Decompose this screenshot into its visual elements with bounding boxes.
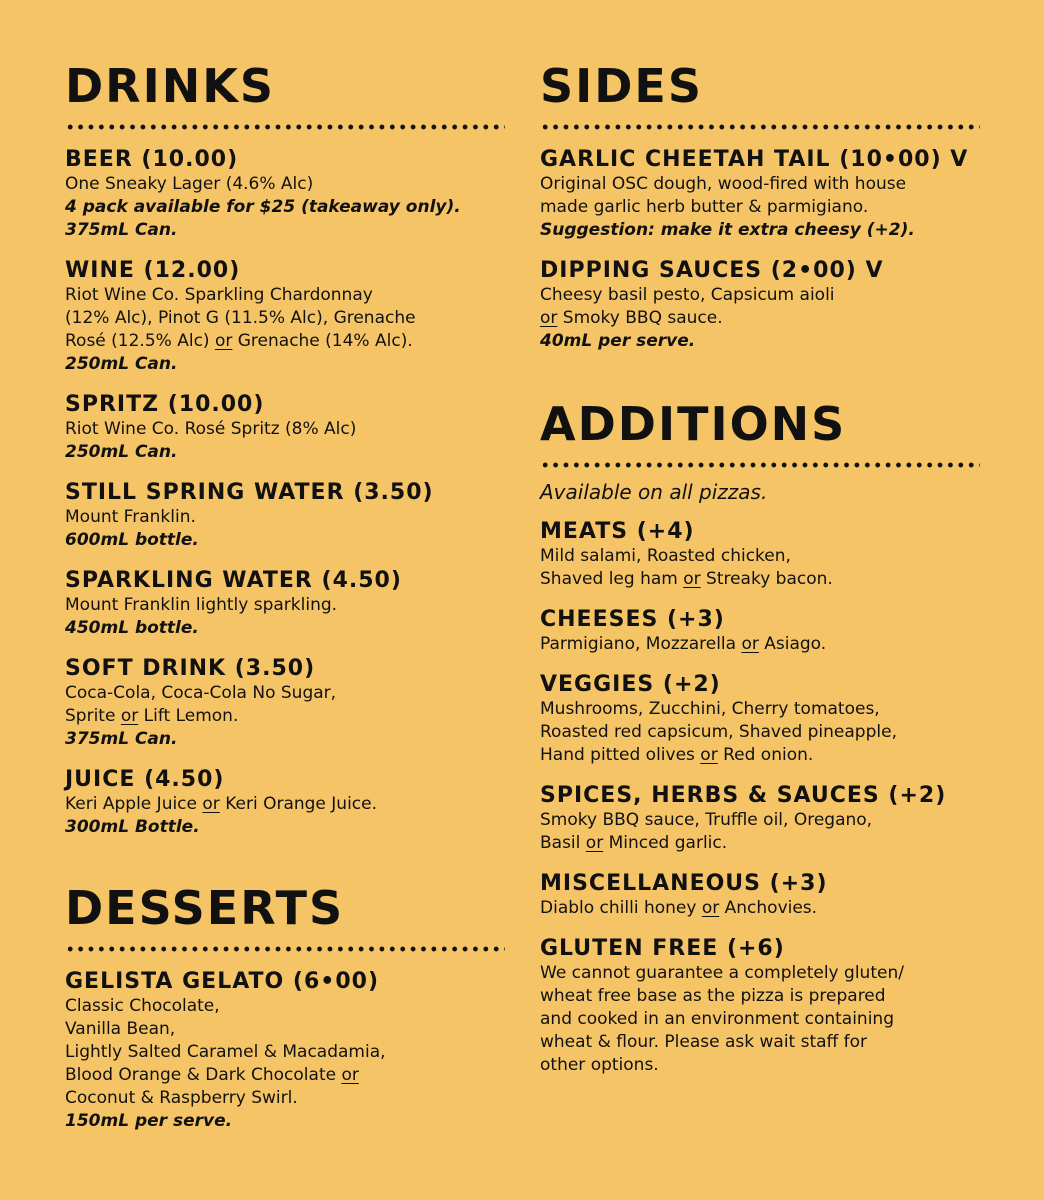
item-title: SPARKLING WATER (4.50) xyxy=(65,568,402,593)
drinks-heading: DRINKS xyxy=(65,59,275,113)
menu-item-garlic-cheetah-tail xyxy=(540,146,980,242)
item-title: GLUTEN FREE (+6) xyxy=(540,936,785,961)
item-description: wheat & flour. Please ask wait staff for xyxy=(540,1032,868,1052)
or-word: or xyxy=(120,706,139,726)
or-word: or xyxy=(202,794,220,814)
menu-item-gelato xyxy=(65,968,505,1133)
item-size: 375mL Can. xyxy=(65,729,178,749)
dotted-divider xyxy=(540,124,980,130)
sides-section xyxy=(540,58,980,353)
text-part: Anchovies. xyxy=(719,898,818,918)
item-title: GARLIC CHEETAH TAIL (10•00) V xyxy=(540,147,969,172)
item-description: Classic Chocolate, xyxy=(65,996,220,1016)
item-description: Mushrooms, Zucchini, Cherry tomatoes, xyxy=(540,699,880,719)
item-description xyxy=(540,744,980,767)
or-word: or xyxy=(741,634,759,654)
item-title: WINE (12.00) xyxy=(65,258,241,283)
item-size: 250mL Can. xyxy=(65,354,178,374)
item-description: Cheesy basil pesto, Capsicum aioli xyxy=(540,285,835,305)
text-part: Rosé (12.5% Alc) xyxy=(65,331,215,351)
text-part: Hand pitted olives xyxy=(540,745,701,765)
sides-heading: SIDES xyxy=(540,59,703,113)
item-description: Coca-Cola, Coca-Cola No Sugar, xyxy=(65,683,337,703)
text-part: Lift Lemon. xyxy=(138,706,239,726)
or-word: or xyxy=(214,331,233,351)
additions-heading: ADDITIONS xyxy=(540,397,847,451)
item-description xyxy=(65,1064,505,1087)
text-part: Shaved leg ham xyxy=(540,569,684,589)
text-part: Blood Orange & Dark Chocolate xyxy=(65,1065,342,1085)
item-description xyxy=(540,832,980,855)
item-title: SPICES, HERBS & SAUCES (+2) xyxy=(540,783,947,808)
spacer xyxy=(65,854,505,880)
item-description: Original OSC dough, wood-fired with house xyxy=(540,174,907,194)
item-description: Riot Wine Co. Rosé Spritz (8% Alc) xyxy=(65,419,357,439)
menu-item-meats xyxy=(540,518,980,591)
menu-item-spritz xyxy=(65,391,505,464)
item-title: SOFT DRINK (3.50) xyxy=(65,656,316,681)
text-part: Minced garlic. xyxy=(603,833,728,853)
text-part: Red onion. xyxy=(717,745,814,765)
text-part: Basil xyxy=(540,833,586,853)
or-word: or xyxy=(540,308,558,328)
or-word: or xyxy=(701,898,720,918)
text-part: Smoky BBQ sauce. xyxy=(557,308,723,328)
item-description: Smoky BBQ sauce, Truffle oil, Oregano, xyxy=(540,810,873,830)
menu-item-gluten-free xyxy=(540,935,980,1077)
right-column xyxy=(540,58,980,1092)
item-description: One Sneaky Lager (4.6% Alc) xyxy=(65,174,314,194)
item-title: VEGGIES (+2) xyxy=(540,672,721,697)
menu-item-dipping-sauces xyxy=(540,257,980,353)
item-description xyxy=(540,897,980,920)
dotted-divider xyxy=(65,946,505,952)
item-size: 250mL Can. xyxy=(65,442,178,462)
menu-item-juice xyxy=(65,766,505,839)
menu-item-wine xyxy=(65,257,505,376)
additions-section xyxy=(540,396,980,1077)
desserts-heading: DESSERTS xyxy=(65,881,345,935)
item-description xyxy=(540,633,980,656)
item-description xyxy=(540,307,980,330)
additions-subtitle: Available on all pizzas. xyxy=(540,480,768,504)
text-part: Diablo chilli honey xyxy=(540,898,702,918)
drinks-section xyxy=(65,58,505,839)
item-description: Vanilla Bean, xyxy=(65,1019,176,1039)
item-title: DIPPING SAUCES (2•00) V xyxy=(540,258,884,283)
item-description: Mount Franklin. xyxy=(65,507,196,527)
menu-item-still-water xyxy=(65,479,505,552)
menu-item-spices-herbs-sauces xyxy=(540,782,980,855)
item-title: MEATS (+4) xyxy=(540,519,695,544)
item-note: 4 pack available for $25 (takeaway only). xyxy=(65,197,461,217)
text-part: Keri Orange Juice. xyxy=(219,794,378,814)
item-size: 150mL per serve. xyxy=(65,1111,233,1131)
or-word: or xyxy=(700,745,718,765)
item-title: STILL SPRING WATER (3.50) xyxy=(65,480,434,505)
item-description xyxy=(65,793,505,816)
menu-item-beer xyxy=(65,146,505,242)
item-title: JUICE (4.50) xyxy=(65,767,225,792)
item-description xyxy=(65,330,505,353)
item-description xyxy=(540,568,980,591)
text-part: Keri Apple Juice xyxy=(65,794,203,814)
item-description: Coconut & Raspberry Swirl. xyxy=(65,1088,298,1108)
item-description: wheat free base as the pizza is prepared xyxy=(540,986,886,1006)
item-size: 40mL per serve. xyxy=(540,331,696,351)
left-column xyxy=(65,58,505,1148)
or-word: or xyxy=(341,1065,359,1085)
desserts-section xyxy=(65,880,505,1133)
item-description: Mild salami, Roasted chicken, xyxy=(540,546,791,566)
item-description: Mount Franklin lightly sparkling. xyxy=(65,595,338,615)
spacer xyxy=(540,368,980,396)
item-size: 375mL Can. xyxy=(65,220,178,240)
menu-item-veggies xyxy=(540,671,980,767)
item-title: GELISTA GELATO (6•00) xyxy=(65,969,380,994)
menu-item-miscellaneous xyxy=(540,870,980,920)
item-size: 600mL bottle. xyxy=(65,530,199,550)
item-title: CHEESES (+3) xyxy=(540,607,725,632)
menu-item-cheeses xyxy=(540,606,980,656)
or-word: or xyxy=(683,569,701,589)
item-description: We cannot guarantee a completely gluten/ xyxy=(540,963,904,983)
text-part: Parmigiano, Mozzarella xyxy=(540,634,742,654)
item-description: Lightly Salted Caramel & Macadamia, xyxy=(65,1042,386,1062)
text-part: Sprite xyxy=(65,706,121,726)
item-note: Suggestion: make it extra cheesy (+2). xyxy=(540,220,915,240)
item-description: other options. xyxy=(540,1055,659,1075)
or-word: or xyxy=(585,833,604,853)
menu-item-soft-drink xyxy=(65,655,505,751)
dotted-divider xyxy=(65,124,505,130)
text-part: Streaky bacon. xyxy=(700,569,833,589)
item-title: SPRITZ (10.00) xyxy=(65,392,265,417)
item-size: 450mL bottle. xyxy=(65,618,199,638)
menu-item-sparkling-water xyxy=(65,567,505,640)
item-description xyxy=(65,705,505,728)
item-title: MISCELLANEOUS (+3) xyxy=(540,871,828,896)
item-description: Roasted red capsicum, Shaved pineapple, xyxy=(540,722,897,742)
item-title: BEER (10.00) xyxy=(65,147,239,172)
text-part: Asiago. xyxy=(758,634,827,654)
dotted-divider xyxy=(540,462,980,468)
item-description: Riot Wine Co. Sparkling Chardonnay xyxy=(65,285,373,305)
item-description: and cooked in an environment containing xyxy=(540,1009,894,1029)
item-description: (12% Alc), Pinot G (11.5% Alc), Grenache xyxy=(65,308,416,328)
item-size: 300mL Bottle. xyxy=(65,817,200,837)
text-part: Grenache (14% Alc). xyxy=(232,331,413,351)
item-description: made garlic herb butter & parmigiano. xyxy=(540,197,869,217)
